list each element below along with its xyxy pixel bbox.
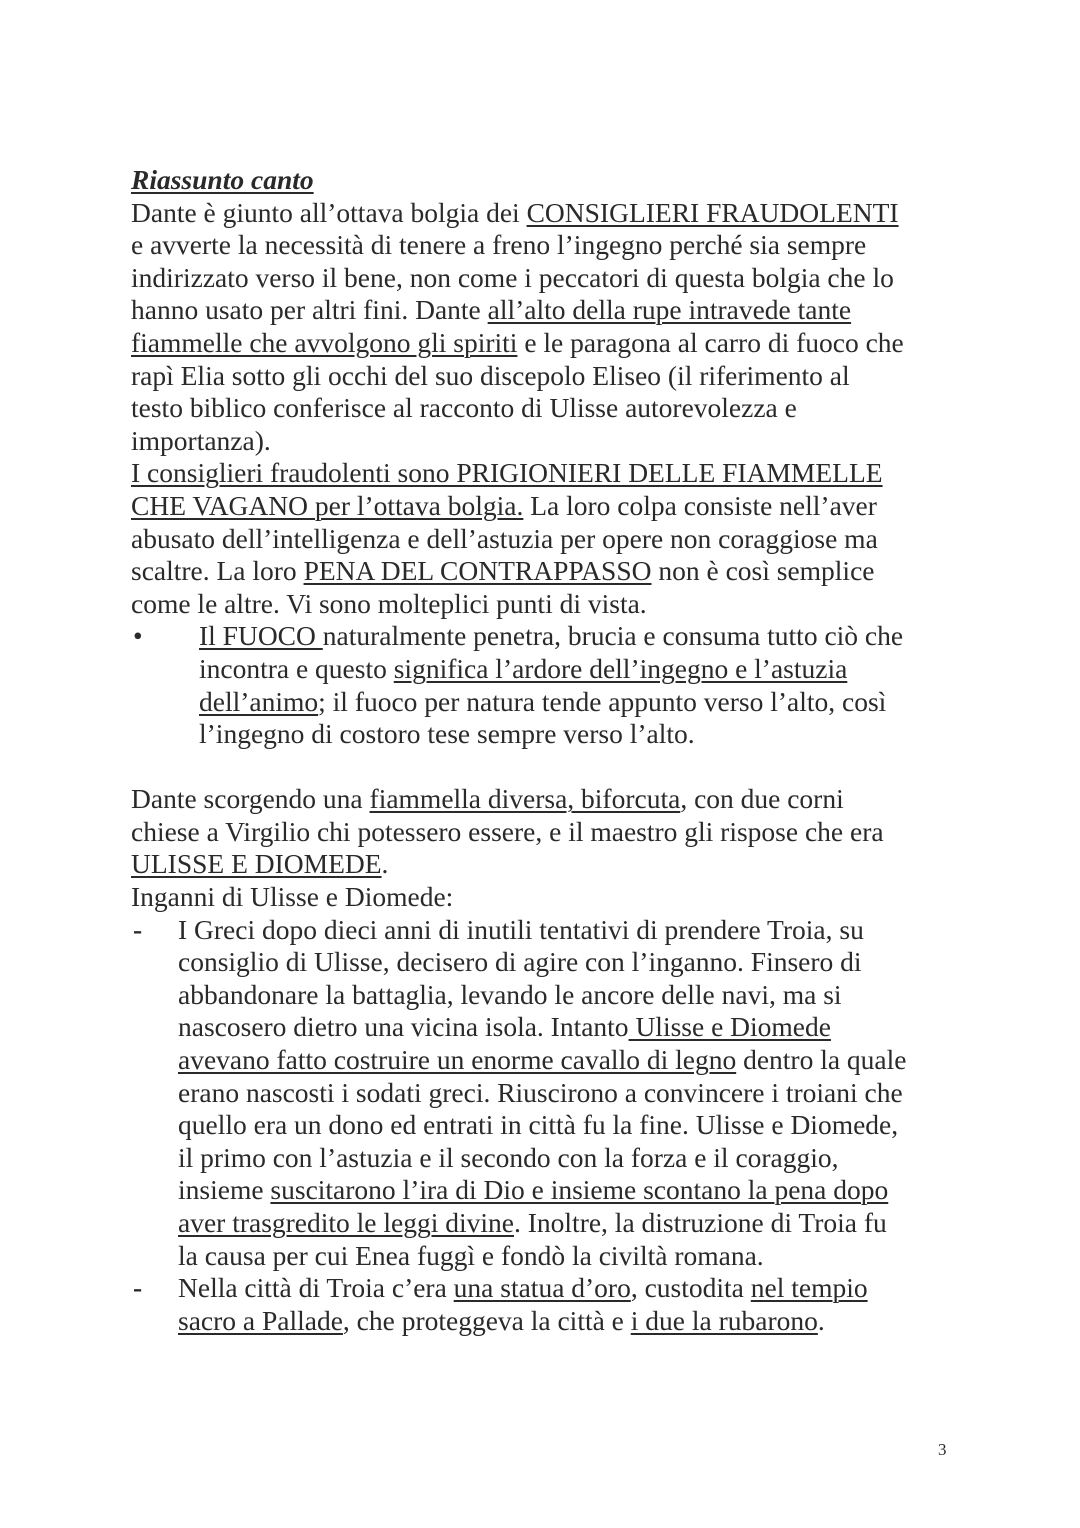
line-text — [131, 816, 884, 847]
text-segment: . — [817, 1304, 825, 1336]
text-line — [131, 848, 991, 881]
text-segment: nascosero dietro una vicina isola. Intanto — [178, 1011, 629, 1043]
text-line — [131, 425, 991, 458]
line-text — [131, 392, 797, 423]
text-line — [131, 1174, 991, 1207]
line-text — [178, 1207, 887, 1240]
text-line — [131, 588, 991, 621]
underlined-text: sacro a Pallade — [178, 1304, 343, 1336]
text-line — [131, 1305, 991, 1338]
text-line — [131, 620, 991, 653]
text-line — [131, 197, 991, 230]
underlined-text: avevano fatto costruire un enorme cavallo di legno — [178, 1044, 737, 1076]
text-segment: testo biblico conferisce al racconto di Ulisse autorevolezza e — [131, 392, 797, 424]
text-line — [131, 946, 991, 979]
line-text — [178, 1174, 888, 1207]
text-line — [131, 914, 991, 947]
underlined-text: I consiglieri fraudolenti sono PRIGIONIERI DELLE FIAMMELLE — [131, 457, 883, 489]
line-text — [131, 588, 647, 619]
text-segment: Dante scorgendo una — [131, 783, 370, 815]
underlined-text: fiammelle che avvolgono gli spiriti — [131, 326, 518, 358]
line-text — [178, 979, 842, 1012]
line-text — [199, 686, 886, 719]
line-text — [178, 1044, 906, 1077]
underlined-text: all’alto della rupe intravede tante — [487, 294, 852, 326]
text-segment: il primo con l’astuzia e il secondo con la forza e il coraggio, — [178, 1141, 839, 1173]
dash-marker: - — [133, 1272, 143, 1304]
line-text — [178, 1011, 831, 1044]
bullet-marker: • — [133, 620, 143, 652]
text-line — [131, 881, 991, 914]
text-segment: , con due corni — [680, 783, 844, 815]
text-segment: scaltre. La loro — [131, 555, 304, 587]
line-text — [178, 1305, 825, 1338]
text-segment: dentro la quale — [736, 1044, 907, 1076]
text-segment: Dante è giunto all’ottava bolgia dei — [131, 196, 527, 228]
text-segment: chiese a Virgilio chi potessero essere, e il maestro gli rispose che era — [131, 815, 884, 847]
text-line — [131, 718, 991, 751]
text-line — [131, 1207, 991, 1240]
text-segment: rapì Elia sotto gli occhi del suo discepolo Eliseo (il riferimento al — [131, 359, 850, 391]
line-text — [131, 457, 883, 488]
line-text — [131, 262, 894, 293]
line-text — [199, 620, 903, 653]
text-segment: , che proteggeva la città e — [342, 1304, 631, 1336]
text-line — [131, 816, 991, 849]
text-line — [131, 555, 991, 588]
text-segment: , custodita — [630, 1272, 751, 1304]
text-segment: la causa per cui Enea fuggì e fondò la civiltà romana. — [178, 1239, 764, 1271]
underlined-text: Il FUOCO — [199, 620, 323, 652]
underlined-text: ULISSE E DIOMEDE — [131, 848, 382, 880]
text-line — [131, 1272, 991, 1305]
line-text — [178, 1142, 839, 1175]
text-line — [131, 294, 991, 327]
text-segment: importanza). — [131, 424, 271, 456]
text-segment: . — [381, 848, 389, 880]
text-segment: hanno usato per altri fini. Dante — [131, 294, 488, 326]
underlined-text: PENA DEL CONTRAPPASSO — [303, 555, 652, 587]
line-text — [131, 555, 874, 586]
line-text — [178, 1272, 868, 1305]
line-text — [131, 294, 851, 325]
line-text — [131, 783, 844, 814]
text-segment: . Inoltre, la distruzione di Troia fu — [514, 1207, 887, 1238]
line-text — [131, 881, 453, 912]
line-text — [199, 653, 847, 686]
text-segment: abusato dell’intelligenza e dell’astuzia per opere non coraggiose ma — [131, 522, 878, 554]
underlined-text: una statua d’oro — [453, 1272, 631, 1304]
text-segment: indirizzato verso il bene, non come i peccatori di questa bolgia che lo — [131, 261, 894, 293]
text-segment: e le paragona al carro di fuoco che — [517, 326, 904, 358]
line-text — [131, 327, 904, 358]
text-line — [131, 1011, 991, 1044]
underlined-text: nel tempio — [750, 1272, 868, 1304]
line-text — [178, 1077, 903, 1110]
text-segment: abbandonare la battaglia, levando le ancore delle navi, ma si — [178, 978, 842, 1010]
text-segment: e avverte la necessità di tenere a freno l’ingegno perché sia sempre — [131, 229, 867, 261]
underlined-text: significa l’ardore dell’ingegno e l’astuzia — [393, 652, 848, 684]
line-text — [178, 1240, 764, 1273]
text-segment: incontra e questo — [199, 652, 394, 684]
text-line — [131, 457, 991, 490]
line-text — [131, 164, 314, 195]
text-segment: ; il fuoco per natura tende appunto verso l’alto, così — [318, 685, 887, 717]
text-line — [131, 360, 991, 393]
text-segment: naturalmente penetra, brucia e consuma tutto ciò che — [322, 620, 904, 652]
text-segment: Inganni di Ulisse e Diomede: — [131, 881, 454, 913]
line-text — [131, 360, 850, 391]
text-segment: consiglio di Ulisse, decisero di agire con l’inganno. Finsero di — [178, 946, 862, 978]
line-text — [131, 229, 866, 260]
dash-marker: - — [133, 913, 143, 945]
text-line — [131, 262, 991, 295]
line-text — [178, 1109, 898, 1142]
text-line — [131, 783, 991, 816]
text-line — [131, 327, 991, 360]
section-title — [131, 164, 991, 197]
text-line — [131, 523, 991, 556]
text-segment: non è così semplice — [651, 555, 875, 587]
line-text — [199, 718, 695, 751]
text-segment: quello era un dono ed entrati in città fu la fine. Ulisse e Diomede, — [178, 1109, 899, 1141]
text-segment: erano nascosti i sodati greci. Riuscirono a convincere i troiani che — [178, 1076, 903, 1108]
text-line — [131, 686, 991, 719]
underlined-text: Ulisse e Diomede — [628, 1011, 831, 1043]
text-segment: l’ingegno di costoro tese sempre verso l’alto. — [199, 718, 695, 750]
underlined-text: suscitarono l’ira di Dio e insieme scontano la pena dopo — [270, 1174, 889, 1206]
text-segment: insieme — [178, 1174, 271, 1206]
line-text — [131, 490, 877, 521]
text-segment: Nella città di Troia c’era — [178, 1272, 454, 1304]
document-body — [131, 164, 991, 1337]
text-line — [131, 1109, 991, 1142]
line-text — [131, 197, 899, 228]
line-text — [178, 914, 864, 947]
text-segment: La loro colpa consiste nell’aver — [523, 489, 877, 521]
underlined-text: dell’animo — [199, 685, 319, 717]
underlined-text: aver trasgredito le leggi divine — [178, 1207, 514, 1238]
line-text — [178, 946, 862, 979]
line-text — [131, 425, 271, 456]
text-line — [131, 1240, 991, 1273]
underlined-text: CHE VAGANO per l’ottava bolgia. — [131, 489, 524, 521]
page-number: 3 — [938, 1440, 947, 1459]
text-line — [131, 229, 991, 262]
underlined-text: Riassunto canto — [131, 164, 314, 195]
underlined-text: i due la rubarono — [630, 1304, 818, 1336]
text-segment: I Greci dopo dieci anni di inutili tentativi di prendere Troia, su — [178, 913, 864, 945]
text-line — [131, 490, 991, 523]
text-line — [131, 653, 991, 686]
line-text — [131, 848, 388, 879]
text-line — [131, 1044, 991, 1077]
text-line — [131, 1077, 991, 1110]
text-segment: come le altre. Vi sono molteplici punti di vista. — [131, 587, 647, 619]
blank-line — [131, 751, 991, 784]
line-text — [131, 523, 878, 554]
text-line — [131, 1142, 991, 1175]
text-line — [131, 392, 991, 425]
underlined-text: fiammella diversa, biforcuta — [369, 783, 681, 815]
underlined-text: CONSIGLIERI FRAUDOLENTI — [526, 196, 899, 228]
text-line — [131, 979, 991, 1012]
